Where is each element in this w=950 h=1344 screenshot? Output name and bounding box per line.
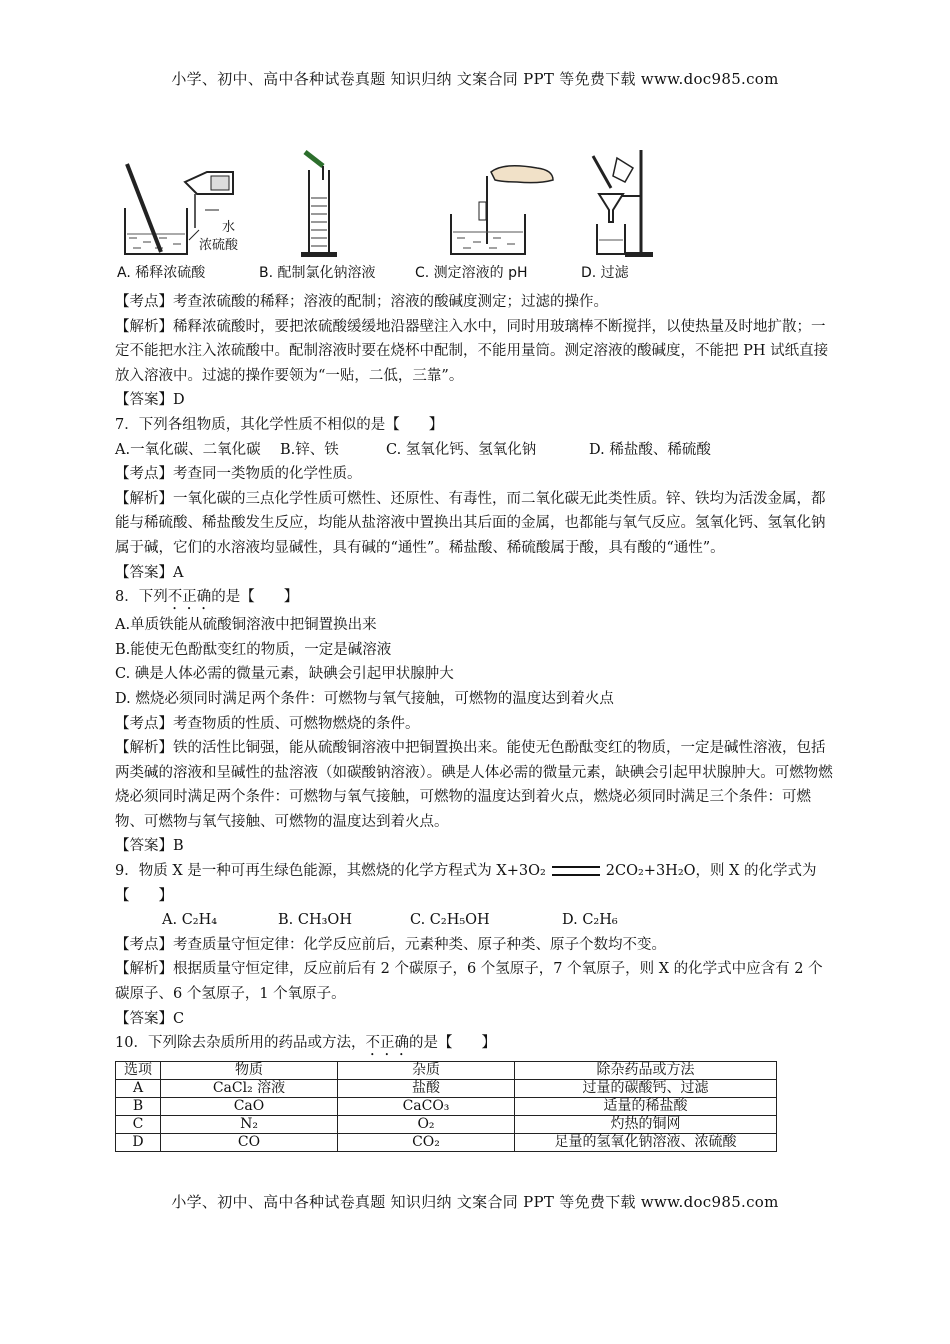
q8-option-c: C. 碘是人体必需的微量元素，缺碘会引起甲状腺肿大	[115, 666, 454, 683]
q7-kaodian: 【考点】考查同一类物质的化学性质。	[115, 466, 362, 483]
q9-option-a: A. C₂H₄	[162, 912, 218, 929]
q7-option-a: A.一氧化碳、二氧化碳	[115, 441, 261, 458]
table-cell: CO	[161, 1134, 338, 1152]
figure-a	[115, 148, 245, 260]
page-footer: 小学、初中、高中各种试卷真题 知识归纳 文案合同 PPT 等免费下载 www.doc985.com	[171, 1193, 779, 1211]
figure-c	[443, 148, 563, 260]
table-cell: CaCO₃	[338, 1098, 515, 1116]
q9-stem-post: 2CO₂+3H₂O，则 X 的化学式为【 】	[115, 863, 817, 904]
q10-stem-emphasis: 不正确	[365, 1035, 409, 1052]
table-header: 选项	[116, 1062, 161, 1080]
figure-d	[585, 148, 655, 260]
q7-option-d: D. 稀盐酸、稀硫酸	[589, 441, 711, 458]
label-water: 水	[222, 220, 236, 235]
q9-stem-pre: 9．物质 X 是一种可再生绿色能源，其燃烧的化学方程式为 X+3O₂	[115, 863, 546, 880]
q8-stem-pre: 8．下列	[115, 589, 168, 606]
table-cell: N₂	[161, 1116, 338, 1134]
table-cell: D	[116, 1134, 161, 1152]
q10-stem	[115, 1031, 837, 1059]
table-header: 杂质	[338, 1062, 515, 1080]
table-cell: 过量的碳酸钙、过滤	[515, 1080, 777, 1098]
q7-answer: 【答案】A	[115, 564, 184, 581]
table-header-row	[116, 1062, 777, 1080]
q8-option-b: B.能使无色酚酞变红的物质，一定是碱溶液	[115, 641, 392, 658]
page-header: 小学、初中、高中各种试卷真题 知识归纳 文案合同 PPT 等免费下载 www.doc985.com	[171, 70, 779, 88]
table-cell: 足量的氢氧化钠溶液、浓硫酸	[515, 1134, 777, 1152]
q10-stem-pre: 10．下列除去杂质所用的药品或方法，	[115, 1035, 366, 1052]
table-cell: C	[116, 1116, 161, 1134]
figure-b	[283, 148, 353, 260]
label-acid: 浓硫酸	[199, 238, 239, 253]
experiment-figures	[115, 148, 629, 288]
q9-jiexi: 【解析】根据质量守恒定律，反应前后有 2 个碳原子，6 个氢原子，7 个氧原子，则 X 的化学式中应含有 2 个碳原子、6 个氢原子，1 个氧原子。	[115, 961, 823, 1003]
q9-kaodian: 【考点】考查质量守恒定律：化学反应前后，元素种类、原子种类、原子个数均不变。	[115, 936, 666, 953]
table-cell: 灼热的铜网	[515, 1116, 777, 1134]
table-cell: 盐酸	[338, 1080, 515, 1098]
q8-kaodian: 【考点】考查物质的性质、可燃物燃烧的条件。	[115, 715, 420, 732]
q6-answer: 【答案】D	[115, 392, 185, 409]
q7-options	[115, 438, 837, 463]
table-row	[116, 1116, 777, 1134]
q9-option-b: B. CH₃OH	[278, 912, 352, 929]
equation-sign	[552, 866, 600, 876]
q8-option-d: D. 燃烧必须同时满足两个条件：可燃物与氧气接触，可燃物的温度达到着火点	[115, 690, 614, 707]
q9-answer: 【答案】C	[115, 1010, 185, 1027]
q9-option-c: C. C₂H₅OH	[410, 912, 490, 929]
table-row	[116, 1080, 777, 1098]
q10-table	[115, 1061, 777, 1152]
q8-stem-post: 的是【 】	[211, 589, 299, 606]
q8-jiexi: 【解析】铁的活性比铜强，能从硫酸铜溶液中把铜置换出来。能使无色酚酞变红的物质，一定是碱性溶液，包括两类碱的溶液和呈碱性的盐溶液（如碳酸钠溶液）。碘是人体必需的微量元素，缺碘会引起甲状腺肿大。可燃物燃烧必须同时满足两个条件：可燃物与氧气接触，可燃物的温度达到着火点，燃烧必须同时满足三个条件：可燃物、可燃物与氧气接触、可燃物的温度达到着火点。	[115, 740, 833, 830]
table-row	[116, 1098, 777, 1116]
q8-answer: 【答案】B	[115, 838, 184, 855]
q8-option-a: A.单质铁能从硫酸铜溶液中把铜置换出来	[115, 617, 377, 634]
cylinder-illustration	[283, 148, 353, 260]
table-cell: CO₂	[338, 1134, 515, 1152]
q8-stem	[115, 585, 837, 613]
caption-a: A. 稀释浓硫酸	[117, 265, 206, 281]
q7-option-b: B.锌、铁	[280, 441, 339, 458]
q8-stem-emphasis: 不正确	[167, 589, 212, 606]
question-content	[115, 290, 837, 1152]
q9-stem	[115, 859, 837, 908]
table-header: 除杂药品或方法	[515, 1062, 777, 1080]
table-cell: CaO	[161, 1098, 338, 1116]
table-header: 物质	[161, 1062, 338, 1080]
q7-jiexi: 【解析】一氧化碳的三点化学性质可燃性、还原性、有毒性，而二氧化碳无此类性质。锌、铁均为活泼金属，都能与稀硫酸、稀盐酸发生反应，均能从盐溶液中置换出其后面的金属，也都能与氧气反应。氢氧化钙、氢氧化钠属于碱，它们的水溶液均显碱性，具有碱的“通性”。稀盐酸、稀硫酸属于酸，具有酸的“通性”。	[115, 490, 826, 556]
table-row	[116, 1134, 777, 1152]
q6-jiexi: 【解析】稀释浓硫酸时，要把浓硫酸缓缓地沿器壁注入水中，同时用玻璃棒不断搅拌，以使热量及时地扩散；一定不能把水注入浓硫酸中。配制溶液时要在烧杯中配制，不能用量筒。测定溶液的酸碱度，不能把 PH 试纸直接放入溶液中。过滤的操作要领为“一贴，二低，三靠”。	[115, 318, 829, 384]
table-cell: 适量的稀盐酸	[515, 1098, 777, 1116]
q10-stem-post: 的是【 】	[408, 1035, 496, 1052]
q7-stem: 7．下列各组物质，其化学性质不相似的是【 】	[115, 416, 444, 433]
q6-kaodian: 【考点】考查浓硫酸的稀释；溶液的配制；溶液的酸碱度测定；过滤的操作。	[115, 294, 608, 310]
caption-d: D. 过滤	[581, 265, 629, 281]
q9-option-d: D. C₂H₆	[562, 912, 618, 929]
table-cell: A	[116, 1080, 161, 1098]
filtration-illustration	[585, 148, 655, 260]
caption-c: C. 测定溶液的 pH	[415, 265, 528, 281]
q7-option-c: C. 氢氧化钙、氢氧化钠	[386, 441, 537, 458]
table-cell: O₂	[338, 1116, 515, 1134]
ph-test-illustration	[443, 148, 563, 260]
caption-b: B. 配制氯化钠溶液	[259, 265, 376, 281]
table-cell: B	[116, 1098, 161, 1116]
table-cell: CaCl₂ 溶液	[161, 1080, 338, 1098]
q9-options	[115, 908, 837, 933]
